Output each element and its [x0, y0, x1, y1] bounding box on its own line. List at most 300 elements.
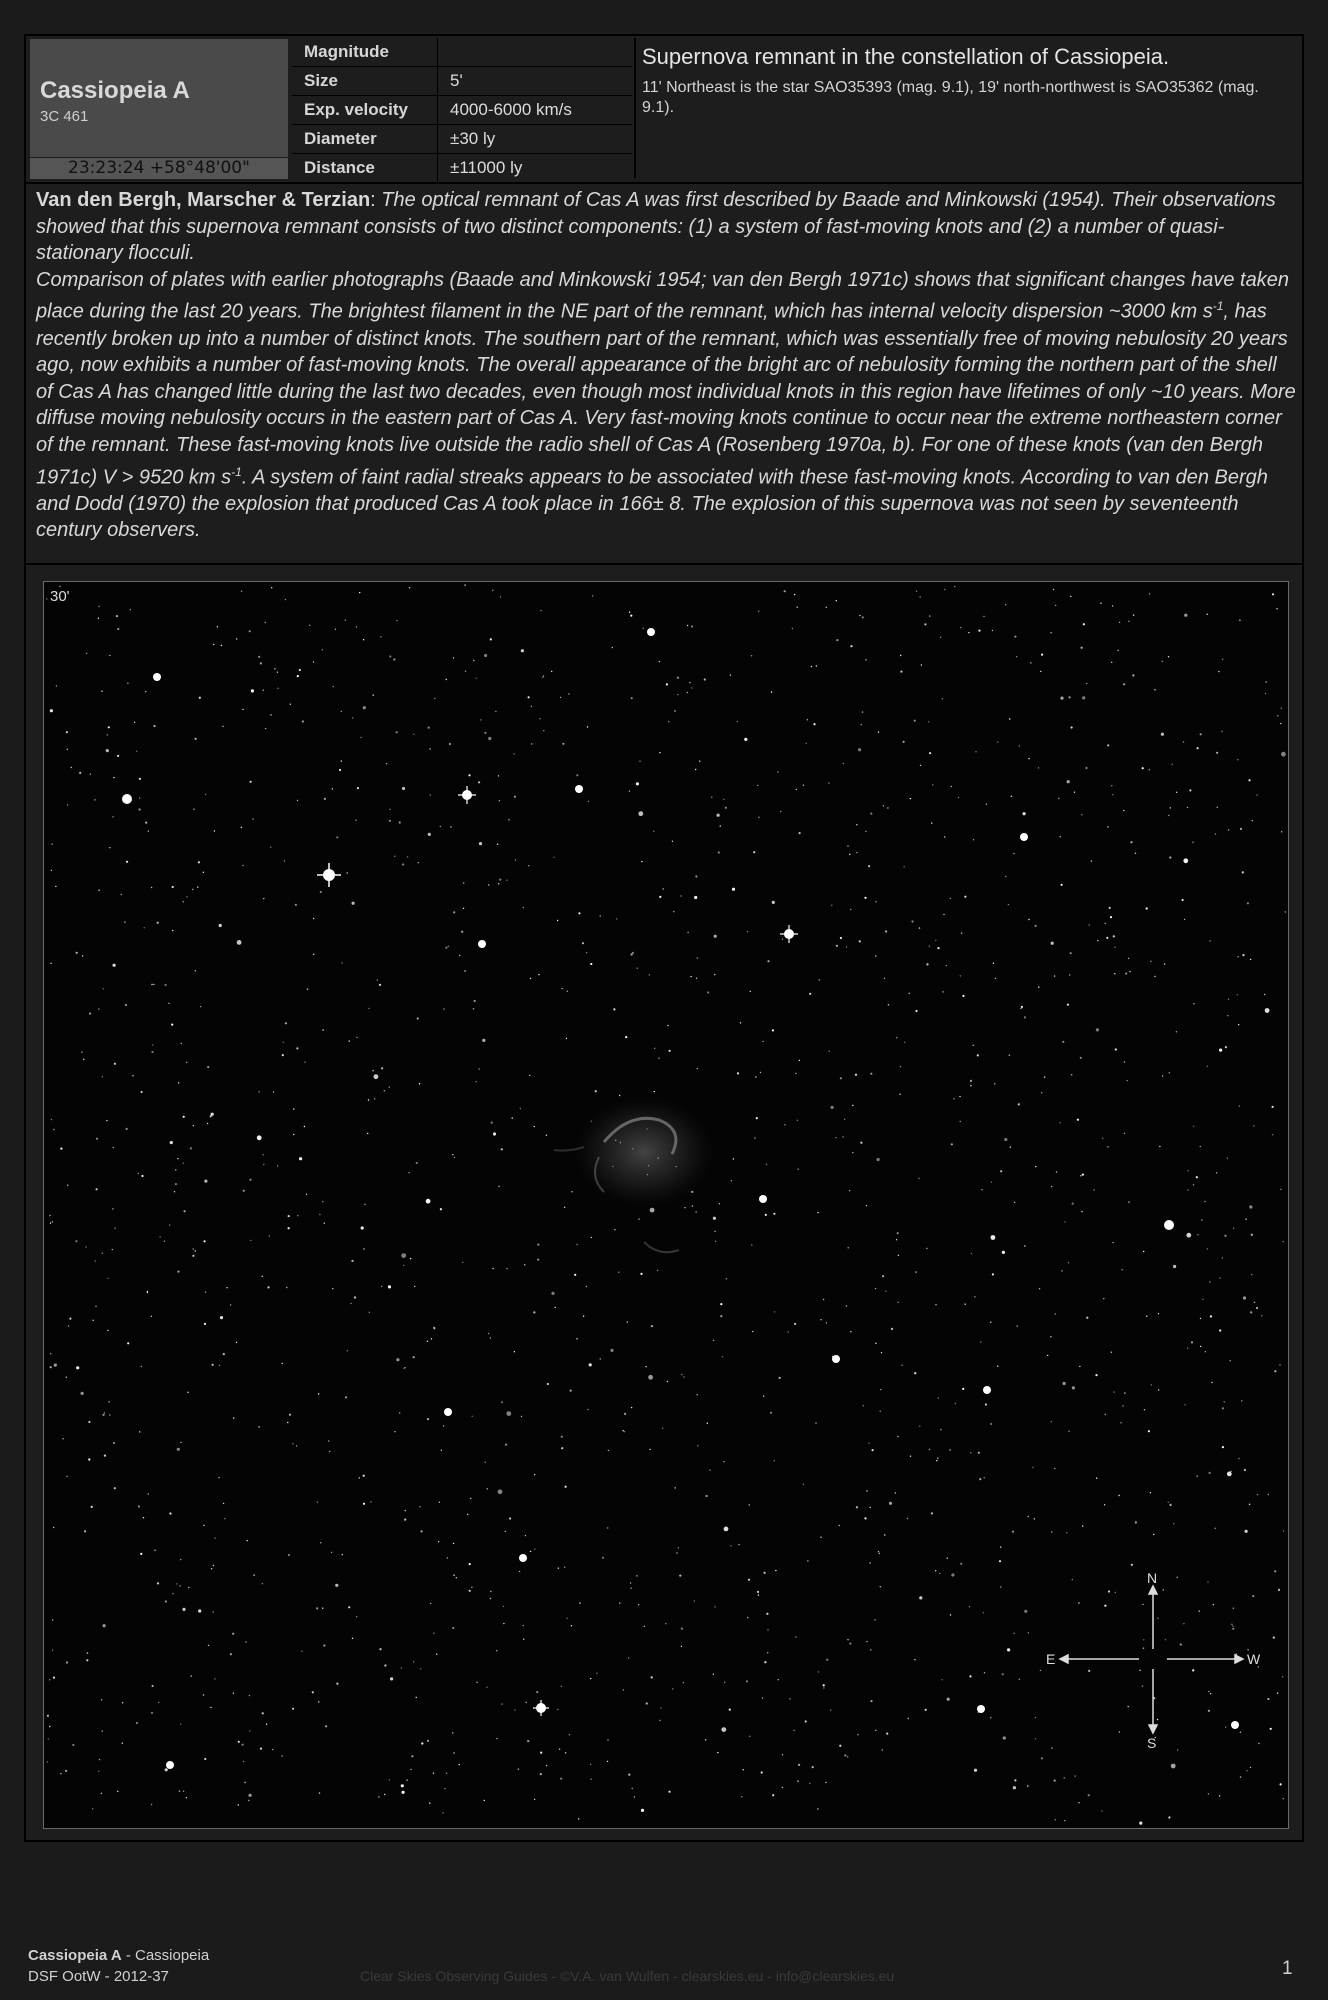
description-box: [634, 38, 1302, 178]
star: [107, 734, 108, 735]
star: [766, 1613, 768, 1615]
star: [687, 692, 688, 693]
star: [1124, 1061, 1125, 1062]
star: [429, 1802, 430, 1803]
star: [883, 805, 884, 806]
property-row: [292, 67, 632, 96]
star: [164, 1241, 165, 1242]
star: [1192, 842, 1193, 843]
star: [1248, 779, 1250, 781]
star: [699, 761, 700, 762]
star: [754, 1137, 755, 1138]
star: [180, 1442, 181, 1443]
star: [1105, 923, 1106, 924]
star: [878, 1551, 879, 1552]
star: [490, 1591, 491, 1592]
star: [949, 1449, 950, 1450]
star: [1256, 794, 1257, 795]
star: [384, 1664, 386, 1666]
star: [452, 1627, 454, 1629]
star: [473, 660, 474, 661]
star: [1041, 1757, 1043, 1759]
star: [106, 749, 109, 752]
star: [436, 1654, 437, 1655]
star: [794, 594, 795, 595]
star: [747, 1617, 748, 1618]
star: [636, 1575, 637, 1576]
star: [270, 847, 271, 848]
star: [1072, 1579, 1073, 1580]
star: [929, 615, 930, 616]
star: [561, 1447, 563, 1449]
star: [616, 918, 617, 919]
star: [50, 963, 51, 964]
star: [1041, 1092, 1042, 1093]
star: [66, 1661, 68, 1663]
star: [1230, 1471, 1231, 1472]
star: [591, 1237, 592, 1238]
star: [277, 672, 278, 673]
star: [772, 901, 775, 904]
star: [211, 1113, 214, 1116]
star: [1242, 954, 1244, 956]
star-field-photo: [43, 581, 1289, 1829]
star: [177, 1448, 180, 1451]
star: [277, 1165, 278, 1166]
star: [428, 833, 431, 836]
star: [521, 1416, 522, 1417]
star: [180, 1724, 181, 1725]
star: [748, 1579, 750, 1581]
star: [749, 1736, 750, 1737]
star: [114, 1063, 116, 1065]
star: [132, 1075, 133, 1076]
star: [997, 1366, 998, 1367]
star: [1072, 1203, 1074, 1205]
star: [1080, 1057, 1082, 1059]
star: [442, 1812, 443, 1813]
star: [1187, 1189, 1188, 1190]
star: [331, 1552, 332, 1553]
star: [875, 1343, 876, 1344]
star: [243, 1761, 244, 1762]
star: [1131, 1564, 1133, 1566]
star: [1251, 1234, 1253, 1236]
star: [102, 1076, 103, 1077]
star: [68, 1325, 69, 1326]
star: [153, 725, 155, 727]
star: [666, 683, 668, 685]
star: [663, 888, 664, 889]
star: [690, 976, 691, 977]
star: [730, 1545, 731, 1546]
star: [312, 1691, 314, 1693]
star: [324, 798, 326, 800]
star: [48, 1738, 49, 1739]
star: [1035, 1166, 1036, 1167]
star: [944, 836, 945, 837]
star: [683, 1682, 684, 1683]
star: [363, 639, 364, 640]
star: [1209, 940, 1210, 941]
star: [784, 590, 786, 592]
star: [858, 748, 861, 751]
star: [928, 721, 929, 722]
star: [623, 1689, 624, 1690]
star: [49, 1215, 50, 1216]
star: [607, 1527, 608, 1528]
star: [363, 1475, 365, 1477]
star: [143, 1517, 144, 1518]
star: [692, 1205, 693, 1206]
star: [1064, 1221, 1065, 1222]
star: [900, 1066, 901, 1067]
star: [971, 1253, 972, 1254]
star: [258, 1426, 259, 1427]
star: [372, 1070, 373, 1071]
star: [304, 1126, 305, 1127]
star: [926, 963, 928, 965]
star: [468, 774, 470, 776]
star: [1187, 807, 1188, 808]
star: [195, 1250, 196, 1251]
star: [914, 720, 916, 722]
star: [341, 760, 342, 761]
star: [681, 1646, 682, 1647]
star: [393, 658, 395, 660]
star: [191, 1675, 192, 1676]
star: [645, 1366, 646, 1367]
star: [1125, 972, 1127, 974]
star: [1096, 1028, 1099, 1031]
star: [1080, 1175, 1081, 1176]
star: [1219, 1277, 1220, 1278]
star: [336, 1683, 338, 1685]
star: [236, 1342, 237, 1343]
star: [691, 625, 693, 627]
star: [136, 751, 137, 752]
star: [299, 1157, 302, 1160]
star: [283, 1042, 284, 1043]
star: [1150, 961, 1151, 962]
star: [856, 852, 857, 853]
star: [230, 1304, 231, 1305]
star: [1038, 986, 1039, 987]
star: [884, 1534, 885, 1535]
star: [940, 637, 941, 638]
star: [336, 836, 338, 838]
star: [805, 1720, 807, 1722]
star: [260, 1748, 262, 1750]
star: [1222, 1407, 1224, 1409]
star: [1165, 1639, 1166, 1640]
star: [756, 1117, 758, 1119]
star: [95, 1306, 96, 1307]
star: [849, 854, 850, 855]
star: [122, 1702, 123, 1703]
star: [199, 697, 201, 699]
star: [1044, 1076, 1045, 1077]
star: [777, 771, 778, 772]
star: [799, 1060, 800, 1061]
star: [1264, 994, 1265, 995]
star: [88, 1458, 90, 1460]
star: [249, 1730, 250, 1731]
star: [534, 1549, 535, 1550]
star: [741, 1796, 742, 1797]
star: [842, 1136, 843, 1137]
star: [758, 1594, 759, 1595]
property-value: ±11000 ly: [450, 158, 523, 177]
star: [103, 1624, 106, 1627]
star: [1187, 1348, 1188, 1349]
star: [1128, 1706, 1129, 1707]
star: [1281, 831, 1282, 832]
star: [421, 1530, 423, 1532]
star: [919, 596, 920, 597]
star: [151, 1316, 152, 1317]
star: [476, 1682, 477, 1683]
star: [165, 1768, 168, 1771]
star: [139, 778, 141, 780]
observation-author: Van den Bergh, Marscher & Terzian: [36, 189, 371, 211]
star: [411, 1755, 413, 1757]
star: [859, 615, 860, 616]
star: [79, 772, 81, 774]
star: [737, 721, 738, 722]
star: [717, 814, 720, 817]
star: [991, 1235, 996, 1240]
star: [342, 1554, 343, 1555]
star: [1135, 853, 1136, 854]
star: [293, 1108, 294, 1109]
star: [324, 1223, 325, 1224]
star: [93, 1320, 94, 1321]
star: [885, 930, 887, 932]
star: [1184, 919, 1185, 920]
star: [1200, 1318, 1201, 1319]
star: [1054, 975, 1055, 976]
star: [1176, 1031, 1177, 1032]
star: [325, 1725, 327, 1727]
star: [587, 726, 588, 727]
star: [1151, 1384, 1152, 1385]
star: [186, 1062, 187, 1063]
star: [187, 1392, 188, 1393]
star: [875, 1730, 876, 1731]
star: [204, 1323, 206, 1325]
star: [401, 1253, 406, 1258]
star: [1112, 1242, 1113, 1243]
star: [217, 626, 218, 627]
star: [262, 1712, 264, 1714]
star: [910, 798, 911, 799]
observation-paragraph: The optical remnant of Cas A was first described by Baade and Minkowski (1954). Their observations showed that this supernova remnant consists of two distinct components: (1) a system of fast-moving knots and (2) a number of quasi-stationary flocculi.: [36, 189, 1276, 265]
star: [1122, 1405, 1123, 1406]
star: [1069, 696, 1071, 698]
star: [951, 1573, 954, 1576]
star: [250, 781, 252, 783]
star: [364, 1204, 365, 1205]
star: [467, 1514, 468, 1515]
star: [578, 912, 580, 914]
star: [1114, 947, 1115, 948]
star: [1250, 1767, 1251, 1768]
star: [919, 927, 920, 928]
star: [1208, 1793, 1209, 1794]
star: [1061, 1270, 1062, 1271]
star: [558, 1568, 559, 1569]
star: [464, 584, 465, 585]
star: [1205, 1351, 1206, 1352]
star: [1283, 1530, 1284, 1531]
star: [737, 1072, 739, 1074]
star: [233, 1417, 234, 1418]
star: [484, 1800, 485, 1801]
star: [720, 1303, 722, 1305]
star: [355, 820, 356, 821]
star: [809, 993, 811, 995]
star: [533, 1311, 535, 1313]
star: [440, 1208, 442, 1210]
star: [628, 1657, 629, 1658]
star: [1180, 1643, 1182, 1645]
star: [1013, 1786, 1016, 1789]
star: [157, 922, 159, 924]
star: [1209, 1472, 1211, 1474]
star: [241, 827, 242, 828]
star: [1123, 683, 1125, 685]
star: [747, 931, 748, 932]
star: [292, 1443, 293, 1444]
star: [1227, 1158, 1228, 1159]
star: [523, 1625, 524, 1626]
star: [1013, 1633, 1014, 1634]
star: [89, 1013, 91, 1015]
star: [980, 1341, 981, 1342]
star: [695, 875, 697, 877]
star: [65, 1770, 67, 1772]
star: [86, 653, 87, 654]
star: [568, 693, 569, 694]
star: [1142, 1686, 1143, 1687]
star: [509, 1517, 511, 1519]
star: [929, 946, 930, 947]
star: [819, 979, 820, 980]
star: [825, 1782, 826, 1783]
star: [1070, 952, 1072, 954]
star: [961, 932, 962, 933]
star: [1268, 1494, 1269, 1495]
star: [177, 1158, 178, 1159]
star: [341, 711, 342, 712]
star: [896, 1239, 897, 1240]
star: [836, 945, 838, 947]
star: [1224, 1235, 1226, 1237]
star: [732, 888, 735, 891]
star: [1027, 1785, 1028, 1786]
star: [117, 628, 119, 630]
star: [1021, 1006, 1023, 1008]
star: [959, 1096, 960, 1097]
star: [1130, 841, 1132, 843]
star: [349, 1040, 350, 1041]
star: [919, 1596, 922, 1599]
star: [252, 818, 253, 819]
star: [984, 1477, 985, 1478]
star: [659, 752, 660, 753]
star: [627, 1321, 628, 1322]
star: [50, 709, 53, 712]
star: [288, 1215, 290, 1217]
star: [113, 1442, 115, 1444]
star: [322, 649, 323, 650]
star: [1128, 958, 1129, 959]
star: [715, 1241, 716, 1242]
star: [499, 800, 500, 801]
star: [711, 797, 712, 798]
star: [765, 1214, 767, 1216]
star: [1108, 1590, 1110, 1592]
star: [914, 1372, 916, 1374]
star: [742, 1769, 743, 1770]
star: [730, 674, 731, 675]
star: [525, 1535, 526, 1536]
star: [267, 1286, 269, 1288]
star: [356, 626, 357, 627]
star: [253, 1574, 254, 1575]
star: [1143, 1648, 1144, 1649]
star: [816, 665, 817, 666]
star: [96, 1138, 98, 1140]
star: [1227, 1472, 1232, 1477]
star: [639, 761, 640, 762]
star: [272, 1749, 273, 1750]
star: [960, 1563, 962, 1565]
star: [357, 787, 359, 789]
star: [117, 1791, 118, 1792]
star: [1274, 1570, 1276, 1572]
star: [624, 1431, 625, 1432]
star: [102, 1414, 104, 1416]
star: [410, 1258, 411, 1259]
star: [207, 1066, 209, 1068]
star: [66, 1476, 67, 1477]
star: [427, 1341, 428, 1342]
star: [668, 1791, 670, 1793]
star: [1261, 1315, 1262, 1316]
star: [1127, 1080, 1128, 1081]
star: [222, 726, 223, 727]
star: [453, 657, 454, 658]
star: [1040, 1670, 1041, 1671]
star: [1222, 1257, 1223, 1258]
star: [1240, 1732, 1241, 1733]
star: [926, 1248, 927, 1249]
star: [81, 1392, 84, 1395]
star: [192, 1255, 194, 1257]
star: [1081, 814, 1082, 815]
star: [1208, 1691, 1209, 1692]
star: [447, 1557, 448, 1558]
star: [668, 721, 669, 722]
bright-star: [317, 863, 341, 887]
star: [389, 655, 391, 657]
star: [669, 1050, 671, 1052]
star: [1104, 1605, 1106, 1607]
star: [419, 1083, 420, 1084]
star: [379, 984, 381, 986]
